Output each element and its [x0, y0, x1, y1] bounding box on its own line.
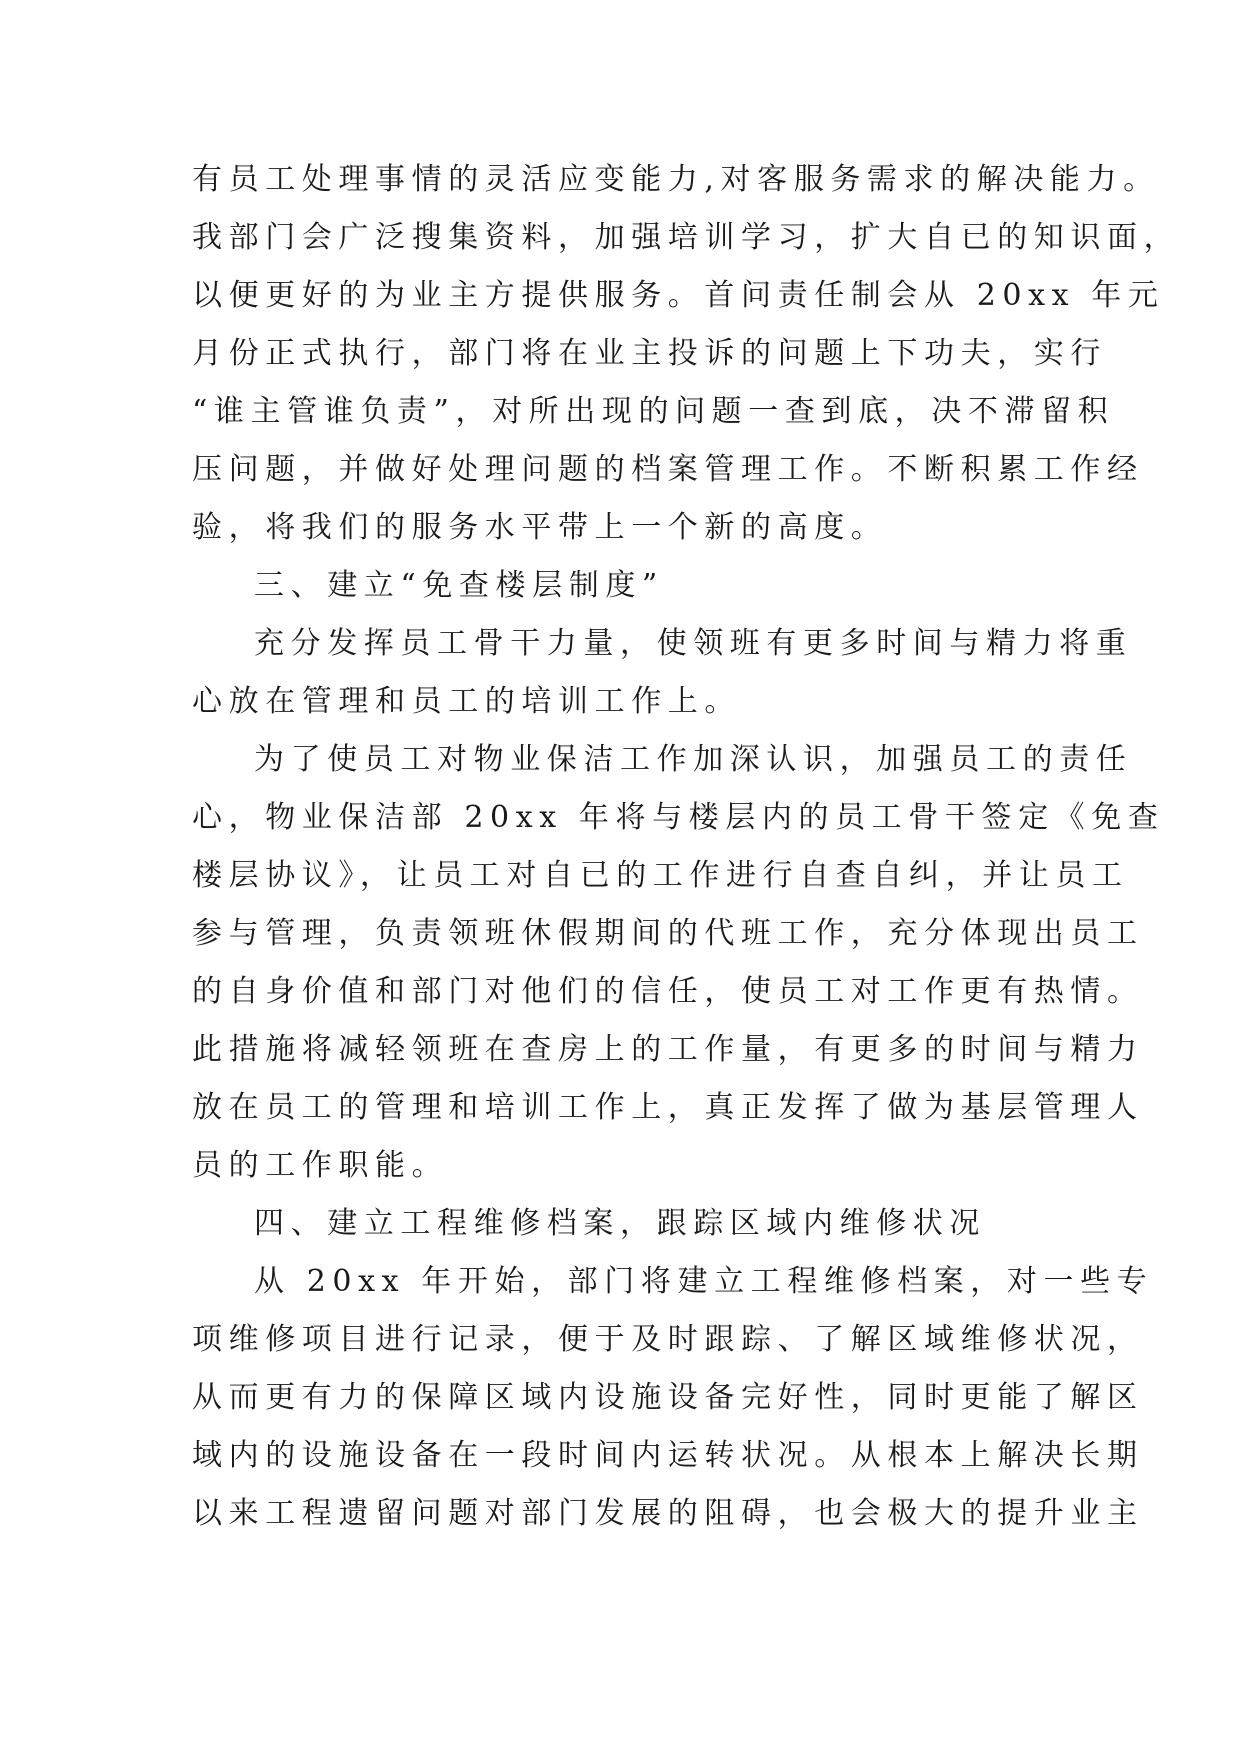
body-text-line: 的自身价值和部门对他们的信任，使员工对工作更有热情。	[192, 974, 1144, 1009]
body-text-line: 心放在管理和员工的培训工作上。	[192, 684, 741, 719]
body-text-line: 充分发挥员工骨干力量，使领班有更多时间与精力将重	[254, 626, 1133, 661]
section-heading: 三、建立“免查楼层制度”	[254, 568, 664, 603]
body-text-line: 验，将我们的服务水平带上一个新的高度。	[192, 510, 888, 545]
body-text-line: 月份正式执行，部门将在业主投诉的问题上下功夫，实行	[192, 336, 1107, 371]
body-text-line: 域内的设施设备在一段时间内运转状况。从根本上解决长期	[192, 1438, 1144, 1473]
body-text-line: 员的工作职能。	[192, 1148, 449, 1183]
body-text-line: 以来工程遗留问题对部门发展的阻碍，也会极大的提升业主	[192, 1496, 1144, 1531]
body-text-line: 楼层协议》，让员工对自已的工作进行自查自纠，并让员工	[192, 858, 1129, 893]
body-text-line: 我部门会广泛搜集资料，加强培训学习，扩大自已的知识面，	[192, 220, 1181, 255]
body-text-line: 参与管理，负责领班休假期间的代班工作，充分体现出员工	[192, 916, 1144, 951]
body-text-line: 为了使员工对物业保洁工作加深认识，加强员工的责任	[254, 742, 1133, 777]
body-text-line: 以便更好的为业主方提供服务。首问责任制会从 20xx 年元	[192, 278, 1165, 313]
body-text-line: 心，物业保洁部 20xx 年将与楼层内的员工骨干签定《免查	[192, 800, 1165, 835]
body-text-line: 有员工处理事情的灵活应变能力,对客服务需求的解决能力。	[192, 162, 1160, 197]
body-text-line: 此措施将减轻领班在查房上的工作量，有更多的时间与精力	[192, 1032, 1144, 1067]
body-text-line: 项维修项目进行记录，便于及时跟踪、了解区域维修状况，	[192, 1322, 1144, 1357]
body-text-line: “谁主管谁负责”，对所出现的问题一查到底，决不滞留积	[192, 394, 1115, 429]
body-text-line: 放在员工的管理和培训工作上，真正发挥了做为基层管理人	[192, 1090, 1144, 1125]
body-text-line: 压问题，并做好处理问题的档案管理工作。不断积累工作经	[192, 452, 1144, 487]
body-text-line: 从而更有力的保障区域内设施设备完好性，同时更能了解区	[192, 1380, 1144, 1415]
body-text-line: 从 20xx 年开始，部门将建立工程维修档案，对一些专	[254, 1264, 1154, 1299]
section-heading: 四、建立工程维修档案，跟踪区域内维修状况	[254, 1206, 986, 1241]
